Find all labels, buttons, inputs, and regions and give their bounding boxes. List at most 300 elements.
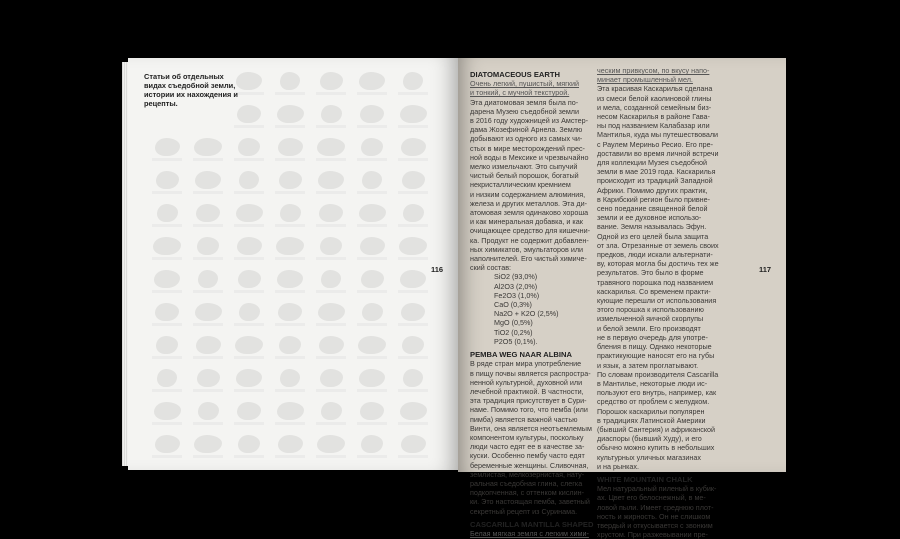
specimen-shape: [321, 270, 341, 288]
specimen-thumbnail: [271, 101, 309, 133]
specimen-shape: [401, 303, 425, 321]
text-line: Винти, она является неотъемлемым: [470, 423, 592, 433]
specimen-thumbnail: [394, 167, 432, 199]
specimen-caption: [275, 389, 305, 392]
specimen-shape: [361, 270, 384, 288]
text-line: результатов. Это было в форме: [597, 268, 704, 278]
specimen-caption: [152, 191, 182, 194]
specimen-caption: [234, 422, 264, 425]
text-line: люди часто едят ее в качестве за-: [470, 442, 585, 452]
text-line: очищающее средство для кишечни-: [470, 226, 591, 236]
specimen-thumbnail: [312, 365, 350, 397]
specimen-caption: [193, 323, 223, 326]
text-line: ческим привкусом, по вкусу напо-: [597, 66, 710, 75]
specimen-caption: [357, 455, 387, 458]
specimen-caption: [357, 257, 387, 260]
specimen-shape: [238, 435, 260, 453]
text-line: ах. Цвет его белоснежный, в ме-: [597, 493, 706, 503]
specimen-shape: [155, 303, 179, 321]
specimen-shape: [154, 402, 181, 420]
specimen-caption: [316, 455, 346, 458]
specimen-shape: [194, 138, 222, 156]
specimen-shape: [198, 270, 218, 288]
specimen-thumbnail: [148, 431, 186, 463]
text-line: бления в пищу. Однако некоторые: [597, 342, 712, 352]
text-line: ву, которая могла бы достичь тех же: [597, 259, 719, 269]
text-line: в Мантилье, некоторые люди ис-: [597, 378, 708, 388]
text-line: практикующие наносят его на губы: [597, 351, 715, 361]
text-line: ных химикатов, эмульгаторов или: [470, 244, 584, 254]
specimen-caption: [398, 191, 428, 194]
specimen-thumbnail: [230, 299, 268, 331]
specimen-caption: [357, 323, 387, 326]
specimen-shape: [399, 237, 427, 255]
text-line: лечебной практикой. В частности,: [470, 386, 584, 396]
text-line: наполнителей. Его чистый химиче-: [470, 254, 587, 264]
text-line: и мела, созданной семейным биз-: [597, 102, 712, 112]
specimen-thumbnail: [148, 167, 186, 199]
text-line: добывают из одного из самых чи-: [470, 134, 583, 144]
text-line: хрустом. При разжевывании пре-: [597, 530, 708, 539]
text-column-1: [470, 66, 593, 538]
text-line: не в первую очередь для употре-: [597, 332, 708, 342]
specimen-caption: [275, 356, 305, 359]
specimen-shape: [279, 336, 301, 354]
specimen-caption: [357, 158, 387, 161]
specimen-thumbnail: [394, 365, 432, 397]
specimen-shape: [277, 402, 304, 420]
specimen-thumbnail: [148, 398, 186, 430]
text-line: Fe2O3 (1,0%): [494, 290, 540, 300]
specimen-shape: [318, 171, 344, 189]
text-line: ность и жирность. Он не слишком: [597, 511, 711, 521]
specimen-shape: [277, 270, 303, 288]
specimen-shape: [359, 72, 385, 90]
specimen-caption: [275, 191, 305, 194]
text-line: дама Жозефиной Арнела. Землю: [470, 125, 583, 135]
specimen-shape: [361, 138, 383, 156]
specimen-shape: [280, 72, 300, 90]
specimen-shape: [238, 270, 261, 288]
specimen-shape: [236, 72, 262, 90]
specimen-shape: [278, 435, 303, 453]
specimen-shape: [237, 105, 261, 123]
text-line: стых в мире месторождений прес-: [470, 143, 585, 153]
text-line: доставили во время личной встречи: [597, 148, 719, 158]
text-line: пользуют его внутрь, например, как: [597, 388, 717, 398]
text-line: P2O5 (0,1%).: [494, 336, 538, 346]
specimen-thumbnail: [312, 332, 350, 364]
specimen-shape: [277, 105, 304, 123]
text-line: Na2O + K2O (2,5%): [494, 309, 559, 319]
specimen-thumbnail: [353, 200, 391, 232]
specimen-thumbnail: [353, 398, 391, 430]
specimen-shape: [157, 369, 177, 387]
text-line: в пищу почвы является распростра-: [470, 368, 591, 378]
specimen-caption: [234, 257, 264, 260]
specimen-thumbnail: [230, 134, 268, 166]
text-line: Очень легкий, пушистый, мягкий: [470, 79, 579, 89]
text-line: несом Каскарилья в районе Гава-: [597, 112, 710, 122]
section-heading: PEMBA WEG NAAR ALBINA: [470, 350, 572, 360]
text-line: ки. Это настоящая пемба, заветный: [470, 497, 590, 507]
specimen-thumbnail: [394, 101, 432, 133]
specimen-caption: [357, 389, 387, 392]
specimen-thumbnail: [271, 200, 309, 232]
specimen-thumbnail: [271, 332, 309, 364]
text-line: твердый и откусывается с звонким: [597, 520, 713, 530]
text-line: пимба) является важной частью: [470, 414, 578, 424]
specimen-caption: [193, 389, 223, 392]
specimen-shape: [278, 138, 303, 156]
specimen-caption: [234, 356, 264, 359]
specimen-caption: [316, 422, 346, 425]
text-line: мелко измельчают. Это сыпучий: [470, 162, 578, 172]
specimen-shape: [360, 402, 384, 420]
specimen-shape: [321, 402, 342, 420]
specimen-caption: [316, 389, 346, 392]
specimen-thumbnail: [353, 134, 391, 166]
specimen-shape: [320, 72, 343, 90]
text-line: беременные женщины. Сливочная,: [470, 460, 589, 470]
specimen-thumbnail: [230, 365, 268, 397]
specimen-shape: [195, 303, 222, 321]
specimen-caption: [152, 323, 182, 326]
specimen-caption: [275, 422, 305, 425]
specimen-thumbnail: [148, 332, 186, 364]
specimen-caption: [316, 290, 346, 293]
specimen-shape: [401, 435, 426, 453]
specimen-shape: [236, 204, 263, 222]
specimen-grid: [148, 68, 438, 468]
specimen-thumbnail: [312, 68, 350, 100]
specimen-caption: [152, 422, 182, 425]
specimen-caption: [193, 158, 223, 161]
specimen-caption: [152, 389, 182, 392]
specimen-thumbnail: [148, 365, 186, 397]
specimen-thumbnail: [394, 233, 432, 265]
page-number-left: 116: [431, 265, 444, 274]
specimen-shape: [235, 336, 263, 354]
specimen-caption: [398, 323, 428, 326]
specimen-thumbnail: [148, 134, 186, 166]
specimen-shape: [360, 105, 384, 123]
specimen-thumbnail: [148, 233, 186, 265]
text-line: В ряде стран мира употребление: [470, 359, 582, 369]
specimen-caption: [357, 422, 387, 425]
section-heading: DIATOMACEOUS EARTH: [470, 70, 561, 79]
text-line: некристаллическим кремнием: [470, 180, 571, 190]
specimen-thumbnail: [312, 233, 350, 265]
specimen-shape: [153, 237, 181, 255]
specimen-caption: [398, 422, 428, 425]
specimen-thumbnail: [271, 431, 309, 463]
specimen-shape: [362, 303, 383, 321]
text-line: каскарилья. Со временем практи-: [597, 286, 711, 296]
specimen-shape: [194, 435, 222, 453]
text-line: По словам производителя Cascarilla: [597, 369, 719, 379]
specimen-shape: [239, 171, 259, 189]
text-line: CaO (0,3%): [494, 300, 532, 310]
specimen-caption: [275, 257, 305, 260]
specimen-shape: [239, 303, 260, 321]
specimen-caption: [193, 290, 223, 293]
text-line: MgO (0,5%): [494, 318, 533, 328]
text-line: происходит из традиций Западной: [597, 176, 713, 186]
specimen-caption: [398, 389, 428, 392]
text-line: ральная съедобная глина, слегка: [470, 478, 583, 488]
text-line: SiO2 (93,0%): [494, 272, 538, 282]
specimen-shape: [156, 171, 179, 189]
specimen-thumbnail: [353, 431, 391, 463]
text-line: компонентом культуры, поскольку: [470, 432, 584, 442]
specimen-caption: [152, 455, 182, 458]
text-line: секретный рецепт из Суринама.: [470, 506, 578, 516]
specimen-thumbnail: [230, 200, 268, 232]
text-line: подкопченная, с оттенком кислин-: [470, 488, 584, 498]
specimen-thumbnail: [394, 431, 432, 463]
specimen-thumbnail: [394, 266, 432, 298]
page-number-right: 117: [759, 265, 772, 274]
specimen-caption: [234, 224, 264, 227]
section-heading: CASCARILLA MANTILLA SHAPED: [470, 519, 594, 529]
specimen-shape: [155, 138, 180, 156]
specimen-thumbnail: [353, 365, 391, 397]
text-line: Одной из его целей была защита: [597, 231, 709, 241]
specimen-thumbnail: [230, 233, 268, 265]
specimen-thumbnail: [394, 332, 432, 364]
specimen-caption: [152, 224, 182, 227]
specimen-thumbnail: [189, 134, 227, 166]
specimen-shape: [358, 336, 386, 354]
specimen-shape: [319, 204, 343, 222]
specimen-shape: [280, 204, 301, 222]
specimen-caption: [316, 224, 346, 227]
specimen-thumbnail: [312, 398, 350, 430]
text-line: TiO2 (0,2%): [494, 327, 533, 337]
specimen-thumbnail: [353, 233, 391, 265]
specimen-thumbnail: [271, 266, 309, 298]
text-line: ловой пыли. Имеет среднюю плот-: [597, 502, 714, 512]
specimen-caption: [357, 290, 387, 293]
text-line: этого порошка к использованию: [597, 305, 704, 315]
specimen-shape: [236, 369, 262, 387]
text-line: Африки. Помимо других практик,: [597, 185, 708, 195]
text-line: в традициях Латинской Америки: [597, 415, 706, 425]
specimen-thumbnail: [189, 365, 227, 397]
specimen-caption: [193, 422, 223, 425]
specimen-thumbnail: [312, 167, 350, 199]
specimen-caption: [275, 290, 305, 293]
specimen-caption: [234, 290, 264, 293]
text-line: кующие перешли от использования: [597, 296, 717, 306]
specimen-thumbnail: [189, 299, 227, 331]
specimen-thumbnail: [271, 68, 309, 100]
specimen-caption: [316, 158, 346, 161]
specimen-caption: [316, 356, 346, 359]
text-line: Белая мягкая земля с легким хими-: [470, 528, 589, 538]
specimen-shape: [318, 303, 345, 321]
specimen-caption: [357, 92, 387, 95]
specimen-caption: [152, 257, 182, 260]
specimen-caption: [152, 356, 182, 359]
text-line: для коллекции Музея съедобной: [597, 158, 707, 168]
text-line: ский состав:: [470, 263, 512, 273]
text-line: дарена Музею съедобной земли: [470, 106, 579, 116]
specimen-thumbnail: [189, 233, 227, 265]
text-line: ка. Продукт не содержит добавлен-: [470, 235, 589, 245]
text-line: ненной культурной, духовной или: [470, 377, 583, 387]
specimen-thumbnail: [353, 266, 391, 298]
specimen-caption: [193, 356, 223, 359]
text-line: минает промышленный мел.: [597, 75, 693, 85]
specimen-caption: [275, 158, 305, 161]
text-line: и низким содержанием алюминия,: [470, 189, 586, 199]
specimen-caption: [275, 323, 305, 326]
text-line: атомовая земля одинаково хороша: [470, 208, 589, 218]
text-line: с Раулем Мериньо Ресио. Его пре-: [597, 139, 714, 149]
text-line: Эта диатомовая земля была по-: [470, 97, 579, 107]
specimen-caption: [398, 158, 428, 161]
specimen-shape: [278, 303, 302, 321]
specimen-caption: [152, 290, 182, 293]
specimen-caption: [234, 158, 264, 161]
specimen-shape: [403, 72, 423, 90]
specimen-thumbnail: [353, 299, 391, 331]
text-line: сено поедание священной белой: [597, 204, 708, 214]
text-line: и тонкий, с мучной текстурой.: [470, 88, 570, 98]
specimen-caption: [398, 290, 428, 293]
specimen-thumbnail: [312, 299, 350, 331]
text-line: куски. Особенно пембу часто едят: [470, 451, 585, 461]
text-line: от зла. Отрезанные от земель своих: [597, 240, 719, 250]
specimen-thumbnail: [189, 167, 227, 199]
specimen-shape: [156, 336, 178, 354]
specimen-shape: [237, 237, 262, 255]
specimen-shape: [279, 171, 302, 189]
specimen-shape: [361, 435, 383, 453]
specimen-caption: [398, 257, 428, 260]
specimen-shape: [238, 138, 260, 156]
text-line: Эта красивая Каскарилья сделана: [597, 84, 713, 94]
specimen-caption: [234, 323, 264, 326]
text-line: травяного порошка под названием: [597, 277, 714, 287]
specimen-thumbnail: [353, 167, 391, 199]
left-intro-text: Статьи об отдельных видах съедобной земли, истории их нахождения и рецепты.: [144, 72, 238, 108]
specimen-shape: [237, 402, 261, 420]
specimen-thumbnail: [230, 332, 268, 364]
specimen-thumbnail: [189, 200, 227, 232]
text-line: наме. Помимо того, что пемба (или: [470, 405, 588, 415]
specimen-shape: [320, 369, 343, 387]
specimen-shape: [359, 204, 386, 222]
specimen-caption: [193, 191, 223, 194]
specimen-caption: [398, 125, 428, 128]
specimen-shape: [317, 138, 345, 156]
specimen-thumbnail: [230, 266, 268, 298]
text-line: в Карибский регион было привне-: [597, 194, 711, 204]
text-line: культурных уличных магазинах: [597, 452, 701, 462]
specimen-caption: [275, 455, 305, 458]
specimen-shape: [155, 435, 180, 453]
specimen-shape: [276, 237, 304, 255]
specimen-caption: [234, 389, 264, 392]
specimen-shape: [400, 105, 427, 123]
specimen-thumbnail: [394, 68, 432, 100]
text-line: Мел натуральный пиленый в кубик-: [597, 484, 717, 494]
specimen-thumbnail: [312, 101, 350, 133]
specimen-thumbnail: [271, 398, 309, 430]
specimen-shape: [317, 435, 345, 453]
specimen-caption: [316, 92, 346, 95]
specimen-thumbnail: [394, 398, 432, 430]
specimen-thumbnail: [148, 200, 186, 232]
specimen-thumbnail: [353, 332, 391, 364]
specimen-caption: [275, 125, 305, 128]
specimen-thumbnail: [271, 134, 309, 166]
specimen-caption: [398, 356, 428, 359]
specimen-thumbnail: [148, 266, 186, 298]
specimen-thumbnail: [394, 200, 432, 232]
text-line: чистый белый порошок, богатый: [470, 171, 579, 181]
specimen-caption: [398, 224, 428, 227]
specimen-caption: [357, 356, 387, 359]
specimen-caption: [193, 257, 223, 260]
text-line: диаспоры (бывший Худу), и его: [597, 434, 702, 444]
specimen-thumbnail: [230, 431, 268, 463]
text-line: и белой земли. Его производят: [597, 323, 701, 333]
specimen-shape: [402, 336, 424, 354]
specimen-shape: [321, 105, 342, 123]
specimen-shape: [400, 270, 426, 288]
specimen-caption: [275, 92, 305, 95]
text-line: ной воды в Мексике и чрезвычайно: [470, 152, 589, 162]
specimen-shape: [400, 402, 427, 420]
specimen-caption: [357, 125, 387, 128]
specimen-shape: [402, 171, 425, 189]
text-line: обычно можно купить в небольших: [597, 443, 715, 453]
specimen-shape: [280, 369, 300, 387]
specimen-shape: [403, 204, 424, 222]
text-line: Al2O3 (2,0%): [494, 281, 538, 291]
text-line: в 2016 году художницей из Амстер-: [470, 116, 589, 126]
specimen-shape: [403, 369, 423, 387]
specimen-thumbnail: [353, 68, 391, 100]
specimen-thumbnail: [394, 134, 432, 166]
specimen-thumbnail: [312, 431, 350, 463]
specimen-shape: [359, 369, 385, 387]
specimen-shape: [320, 237, 342, 255]
specimen-caption: [316, 323, 346, 326]
specimen-thumbnail: [189, 398, 227, 430]
specimen-shape: [362, 171, 382, 189]
specimen-thumbnail: [312, 134, 350, 166]
specimen-caption: [316, 191, 346, 194]
specimen-caption: [152, 158, 182, 161]
text-line: землистая, мелкозернистая, нату-: [470, 469, 585, 479]
text-line: измельченной яичной скорлупы: [597, 314, 704, 324]
specimen-caption: [398, 455, 428, 458]
specimen-thumbnail: [312, 200, 350, 232]
specimen-shape: [197, 369, 220, 387]
specimen-caption: [234, 455, 264, 458]
specimen-shape: [154, 270, 180, 288]
specimen-shape: [197, 237, 219, 255]
specimen-thumbnail: [148, 299, 186, 331]
specimen-caption: [275, 224, 305, 227]
text-line: земли и ее духовное использо-: [597, 213, 702, 223]
specimen-shape: [196, 336, 221, 354]
